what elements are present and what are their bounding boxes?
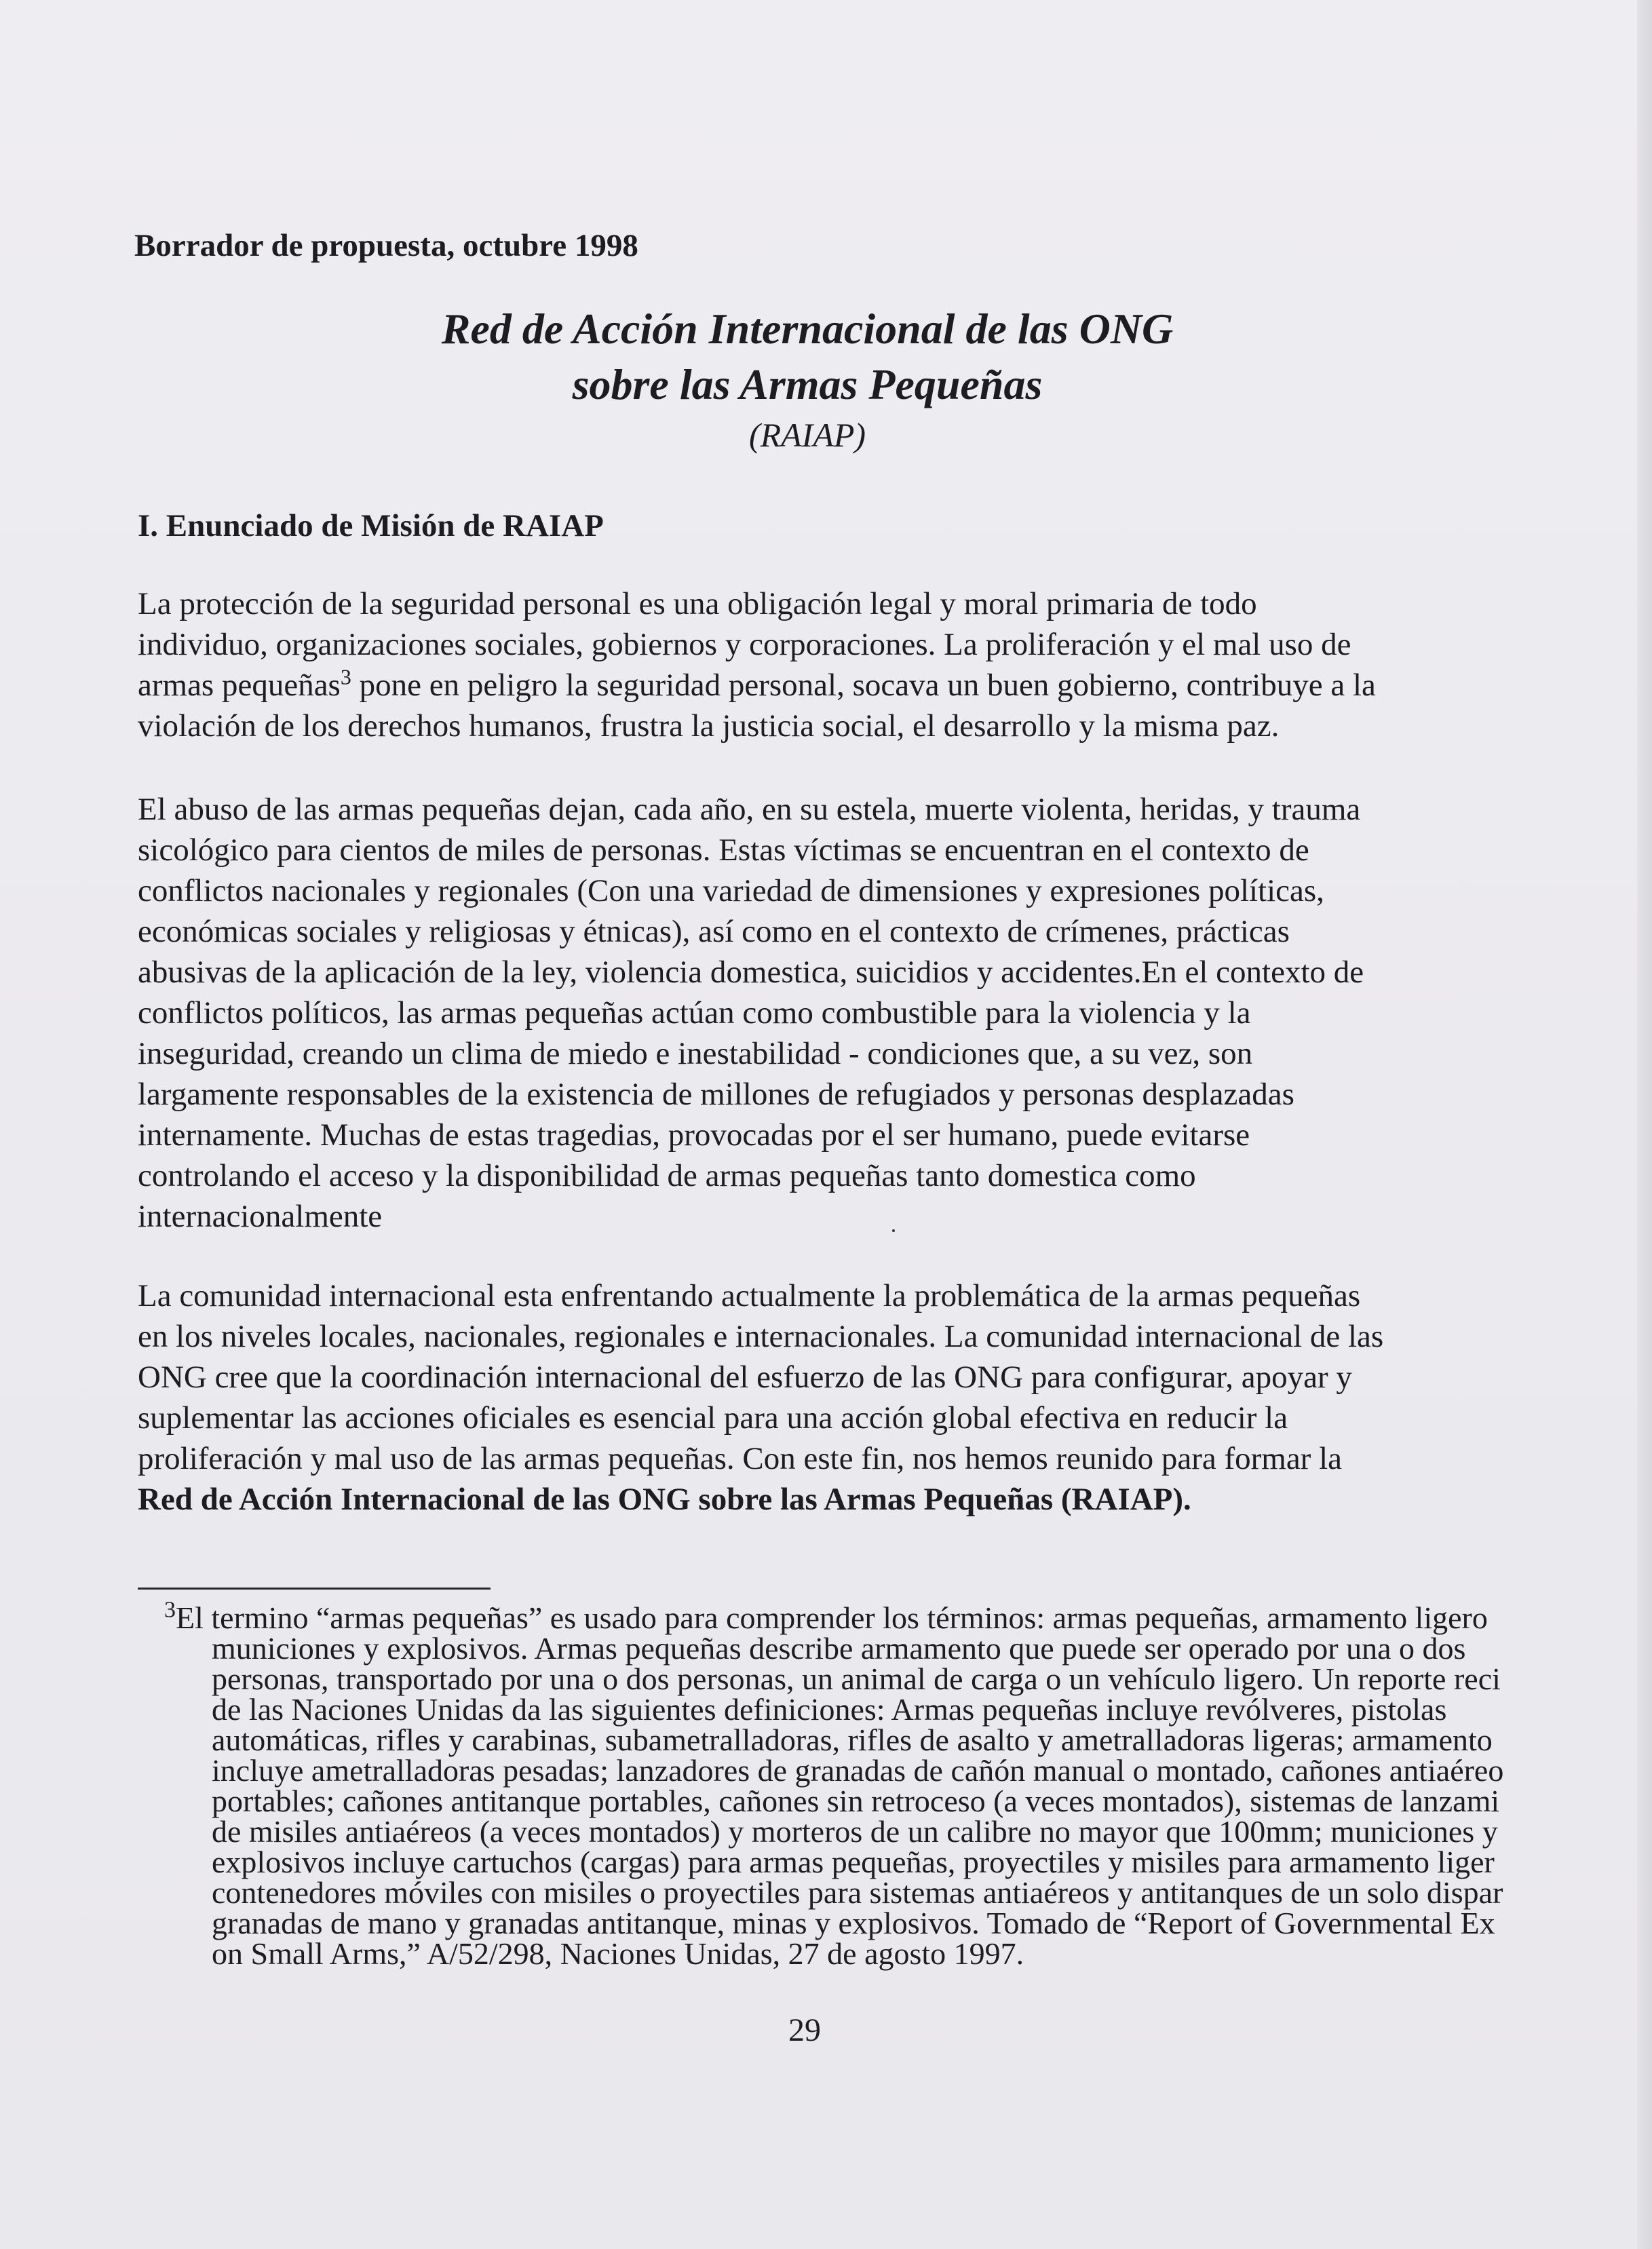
footnote-line: municiones y explosivos. Armas pequeñas describe armamento que puede ser operado por una o dos — [212, 1631, 1466, 1666]
footnote-line — [164, 1597, 1609, 1635]
text-run: pone en peligro la seguridad personal, socava un buen gobierno, contribuye a la — [351, 668, 1376, 703]
paragraph-2 — [138, 789, 1461, 1237]
footnote-line: de las Naciones Unidas da las siguientes definiciones: Armas pequeñas incluye revólveres, pistolas — [212, 1692, 1447, 1727]
paragraph-line: inseguridad, creando un clima de miedo e inestabilidad - condiciones que, a su vez, son — [138, 1036, 1253, 1071]
paragraph-line: abusivas de la aplicación de la ley, violencia domestica, suicidios y accidentes.En el contexto de — [138, 955, 1364, 990]
paragraph-1 — [138, 583, 1461, 746]
title-line-2: sobre las Armas Pequeñas — [572, 360, 1043, 408]
paragraph-line: controlando el acceso y la disponibilidad de armas pequeñas tanto domestica como — [138, 1158, 1196, 1193]
footnote-reference[interactable]: 3 — [340, 664, 351, 689]
footnote-line: incluye ametralladoras pesadas; lanzadores de granadas de cañón manual o montado, cañones antiaéreo — [212, 1753, 1504, 1788]
draft-header: Borrador de propuesta, octubre 1998 — [134, 228, 638, 263]
page-number: 29 — [788, 2012, 821, 2048]
paragraph-line: sicológico para cientos de miles de personas. Estas víctimas se encuentran en el contexto de — [138, 832, 1309, 868]
paragraph-line: La protección de la seguridad personal es una obligación legal y moral primaria de todo — [138, 586, 1257, 621]
footnote-line: contenedores móviles con misiles o proyectiles para sistemas antiaéreos y antitanques de un solo dispar — [212, 1875, 1503, 1910]
paragraph-line: en los niveles locales, nacionales, regionales e internacionales. La comunidad internacional de las — [138, 1319, 1384, 1354]
footnote-separator — [138, 1588, 491, 1590]
text-run: El termino “armas pequeñas” es usado para comprender los términos: armas pequeñas, armamento ligero — [176, 1600, 1488, 1635]
paragraph-line: La comunidad internacional esta enfrentando actualmente la problemática de la armas pequeñas — [138, 1278, 1361, 1313]
page-edge-shadow — [1637, 0, 1652, 2249]
footnote-line: de misiles antiaéreos (a veces montados) y morteros de un calibre no mayor que 100mm; municiones y — [212, 1814, 1498, 1849]
paragraph-line: internacionalmente — [138, 1199, 383, 1234]
paragraph-line: internamente. Muchas de estas tragedias, provocadas por el ser humano, puede evitarse — [138, 1117, 1250, 1153]
paragraph-line: conflictos nacionales y regionales (Con una variedad de dimensiones y expresiones políticas, — [138, 873, 1324, 908]
paragraph-line: conflictos políticos, las armas pequeñas actúan como combustible para la violencia y la — [138, 995, 1251, 1031]
paragraph-line: El abuso de las armas pequeñas dejan, cada año, en su estela, muerte violenta, heridas, y trauma — [138, 792, 1361, 827]
footnote-line: portables; cañones antitanque portables, cañones sin retroceso (a veces montados), sistemas de lanzami — [212, 1784, 1500, 1818]
text-run: armas pequeñas — [138, 668, 341, 703]
paragraph-3 — [138, 1275, 1461, 1520]
section-heading: I. Enunciado de Misión de RAIAP — [138, 508, 604, 543]
paragraph-line — [138, 665, 1461, 706]
paragraph-line: ONG cree que la coordinación internacional del esfuerzo de las ONG para configurar, apoyar y — [138, 1360, 1352, 1395]
title-abbreviation: (RAIAP) — [748, 416, 866, 454]
paragraph-line: económicas sociales y religiosas y étnicas), así como en el contexto de crímenes, prácticas — [138, 914, 1290, 949]
footnote-line: personas, transportado por una o dos personas, un animal de carga o un vehículo ligero. Un reporte reci — [212, 1661, 1501, 1696]
footnote-line: explosivos incluye cartuchos (cargas) para armas pequeñas, proyectiles y misiles para armamento liger — [212, 1845, 1495, 1879]
title-line-1: Red de Acción Internacional de las ONG — [441, 305, 1174, 353]
paragraph-line: individuo, organizaciones sociales, gobiernos y corporaciones. La proliferación y el mal uso de — [138, 627, 1351, 662]
paragraph-bold-line: Red de Acción Internacional de las ONG sobre las Armas Pequeñas (RAIAP). — [138, 1482, 1191, 1517]
footnote-line: on Small Arms,” A/52/298, Naciones Unidas, 27 de agosto 1997. — [212, 1936, 1024, 1971]
paragraph-line: suplementar las acciones oficiales es esencial para una acción global efectiva en reducir la — [138, 1400, 1288, 1436]
footnote-line: automáticas, rifles y carabinas, subametralladoras, rifles de asalto y ametralladoras ligeras; armamento — [212, 1723, 1493, 1757]
paragraph-line: largamente responsables de la existencia de millones de refugiados y personas desplazadas — [138, 1077, 1294, 1112]
paragraph-line: violación de los derechos humanos, frustra la justicia social, el desarrollo y la misma paz. — [138, 708, 1280, 744]
footnote — [164, 1597, 1609, 1971]
scan-speck — [892, 1229, 895, 1232]
footnote-line: granadas de mano y granadas antitanque, minas y explosivos. Tomado de “Report of Governmental Ex — [212, 1906, 1495, 1940]
footnote-marker: 3 — [164, 1597, 176, 1623]
paragraph-line: proliferación y mal uso de las armas pequeñas. Con este fin, nos hemos reunido para formar la — [138, 1441, 1343, 1476]
